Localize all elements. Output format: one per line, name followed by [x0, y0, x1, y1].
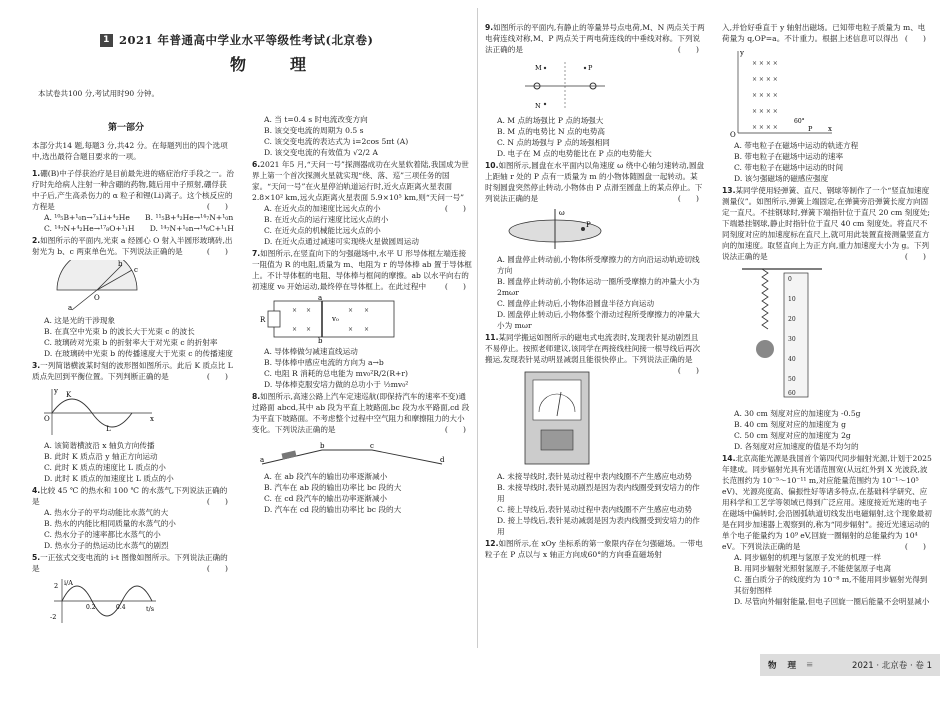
label-m: M: [535, 64, 542, 72]
question-text: 如图所示,在 xOy 坐标系的第一象限内存在匀强磁场。一带电粒子在 P 点以与 x 轴正方向成60°的方向垂直磁场射: [485, 539, 703, 559]
option-a: A. 未接导线时,表针晃动过程中表内线圈不产生感应电动势: [497, 472, 692, 481]
option-c: C. 50 cm 刻度对应的加速度为 2g: [734, 431, 851, 440]
option-c: C. 接上导线后,表针晃动过程中表内线圈不产生感应电动势: [497, 505, 693, 514]
svg-text:× × × ×: × × × ×: [752, 92, 778, 99]
question-stem: [32, 168, 234, 212]
option-a: A. 这是光的干涉现象: [44, 316, 116, 325]
figure-wave: [32, 385, 162, 437]
question-14: [722, 453, 932, 607]
question-number: 10.: [485, 161, 499, 170]
axis-x: x: [150, 415, 154, 423]
label-n: N: [535, 102, 541, 110]
question-stem: [32, 235, 234, 257]
question-stem: [722, 453, 932, 552]
question-number: 2.: [32, 236, 41, 245]
option-b: B. 此时 K 质点沿 y 轴正方向运动: [44, 452, 158, 461]
subject-title: 物 理: [230, 55, 321, 74]
label-k: K: [66, 391, 72, 399]
question-5: [32, 552, 234, 625]
question-text: 2021 年5 月,“天问一号”探测器成功在火星软着陆,我国成为世界上第一个首次探测火星就实现“绕、落、巡”三项任务的国家。“天问一号”在火星停泊轨道运行时,近火点距离火星表面 2.8×10² km,远火点距离火星表面 5.9×10⁵ km,则“天问一号”: [252, 160, 469, 202]
svg-text:×: ×: [364, 307, 370, 314]
option-d: D. 在近火点通过减速可实现绕火星做圆周运动: [264, 237, 419, 246]
figure-current-graph: [32, 577, 162, 625]
figure-u-frame: [252, 295, 402, 343]
question-text: 一列简谐横波某时刻的波形图如图所示。此后 K 质点比 L 质点先回到平衡位置。下列判断正确的是: [32, 361, 233, 381]
column-1: [32, 168, 234, 628]
label-p: P: [808, 125, 813, 133]
label-a: a: [260, 456, 265, 464]
question-text: 如图所示,在竖直向下的匀强磁场中,水平 U 形导体框左端连接一阻值为 R 的电阻,质量为 m、电阻为 r 的导体棒 ab 置于导体框上。不计导体框的电阻、导体棒与框间的摩擦。ab 以水平向右的初速度 v₀ 开始运动,最终停在导体框上。在此过程中: [252, 249, 472, 291]
label-a: a: [68, 304, 73, 312]
option-d: D. 该交变电流的有效值为 √2/2 A: [264, 148, 378, 157]
question-text: 某同学使用轻弹簧、直尺、钢球等制作了一个“竖直加速度测量仪”。如图所示,弹簧上端固定,在弹簧旁沿弹簧长度方向固定一直尺。不挂钢球时,弹簧下端指针位于直尺 20 cm 刻度处;下端悬挂钢球,静止时指针位于直尺 40 cm 刻度处。将直尺不同刻度对应的加速度标在直尺上,就可用此装置直接测量竖直方向的加速度。取竖直向上为正方向,重力加速度大小为 g。下列说法正确的是: [722, 186, 930, 261]
option-d: D. 该匀强磁场的磁感应强度: [734, 174, 829, 183]
tick-2: 2: [54, 582, 59, 590]
option-d: D. 导体棒克服安培力做的总功小于 ½mv₀²: [264, 380, 409, 389]
label-a: a: [318, 295, 323, 302]
label-p: P: [588, 64, 593, 72]
question-number: 3.: [32, 361, 41, 370]
question-8: [252, 391, 472, 515]
axis-y: y: [740, 49, 744, 57]
column-2: [252, 114, 472, 516]
question-12: [485, 538, 705, 560]
question-number: 13.: [722, 186, 736, 195]
question-10: [485, 160, 705, 331]
question-2: [32, 235, 234, 359]
option-d: D. 汽车在 cd 段的输出功率比 bc 段的大: [264, 505, 402, 514]
question-text: 北京高能光源是我国首个第四代同步辐射光源,计划于2025 年建成。同步辐射光具有光谱范围宽(从远红外到 X 光波段,波长范围约为 10⁻⁵～10⁻¹¹ m,对应能量范围约为 10⁻¹～10⁵ eV)、光源亮度高、偏振性好等诸多特点,在基础科学研究、应用科学和工艺学等领域已得到广泛应用。速度接近光速的电子在磁场中偏转时,会沿圆弧轨道切线发出电磁辐射,这个现象最初是在同步加速器上观察到的,称为“同步辐射”。接近光速运动的单个电子能量约为 10⁹ eV,回旋一圈辐射的总能量约为 10⁴ eV。下列说法正确的是: [722, 454, 932, 551]
tick-10: 10: [788, 296, 796, 303]
label-r: R: [260, 316, 266, 324]
option-a: A. 当 t=0.4 s 时电流改变方向: [264, 115, 368, 124]
figure-ammeter: [485, 368, 625, 468]
question-text: 入,并恰好垂直于 y 轴射出磁场。已知带电粒子质量为 m、电荷量为 q,OP=a。不计重力。根据上述信息可以得出: [722, 23, 926, 43]
axis-t: t/s: [146, 605, 155, 613]
svg-text:×: ×: [348, 307, 354, 314]
question-number: 1.: [32, 169, 41, 178]
axis-y: y: [54, 387, 58, 395]
option-c: C. 电阻 R 消耗的总电能为 mv₀²R/2(R+r): [264, 369, 408, 378]
svg-text:×: ×: [306, 307, 312, 314]
question-number: 4.: [32, 486, 41, 495]
question-stem: [252, 391, 472, 435]
label-o: O: [94, 294, 100, 302]
svg-text:× × × ×: × × × ×: [752, 76, 778, 83]
option-b: B. 未接导线时,表针晃动剧烈是因为表内线圈受到安培力的作用: [497, 483, 700, 503]
question-text: 如图所示的平面内,光束 a 经圆心 O 射入半圆形玻璃砖,出射光为 b、c 两束单色光。下列说法正确的是: [32, 236, 233, 256]
option-c: C. 圆盘停止转动后,小物体沿圆盘半径方向运动: [497, 299, 655, 308]
option-b: B. 汽车在 ab 段的输出功率比 bc 段的大: [264, 483, 402, 492]
option-b: B. 用同步辐射光照射氢原子,不能使氢原子电离: [734, 564, 892, 573]
option-d: D. 尽管向外辐射能量,但电子回旋一圈后能量不会明显减小: [734, 597, 930, 606]
question-7: [252, 248, 472, 390]
tick-02: 0.2: [86, 604, 96, 611]
svg-text:×: ×: [292, 326, 298, 333]
answer-blank: ( ): [444, 204, 466, 213]
figure-charges: [485, 58, 625, 112]
question-stem: [252, 248, 472, 292]
exam-title-text: 2021 年普通高中学业水平等级性考试(北京卷): [119, 33, 374, 47]
question-text: 一正弦式交变电流的 i-t 图像如图所示。下列说法正确的是: [32, 553, 228, 573]
answer-blank: ( ): [904, 542, 926, 551]
question-stem: [485, 332, 705, 375]
section-badge: 1: [100, 34, 113, 47]
answer-blank: ( ): [444, 282, 466, 291]
answer-blank: ( ): [206, 497, 228, 506]
option-c: C. 在近火点的机械能比远火点的小: [264, 226, 381, 235]
svg-text:× × × ×: × × × ×: [752, 124, 778, 131]
answer-blank: ( ): [677, 194, 699, 203]
question-text: 如图所示,圆盘在水平面内以角速度 ω 绕中心轴匀速转动,圆盘上距轴 r 处的 P 点有一质量为 m 的小物体随圆盘一起转动。某时刻圆盘突然停止转动,小物体由 P 点滑至圆盘上的某点停止。下列说法正确的是: [485, 161, 705, 203]
answer-blank: ( ): [904, 252, 926, 261]
option-c: C. 蛋白质分子的线度约为 10⁻⁸ m,不能用同步辐射光得到其衍射图样: [734, 575, 928, 595]
option-c: C. 带电粒子在磁场中运动的时间: [734, 163, 844, 172]
axis-x: x: [828, 125, 832, 133]
option-a: A. 圆盘停止转动前,小物体所受摩擦力的方向沿运动轨迹切线方向: [497, 255, 700, 275]
question-stem: [485, 22, 705, 55]
svg-text:× × × ×: × × × ×: [752, 108, 778, 115]
question-number: 9.: [485, 23, 494, 32]
option-a: A. 在近火点的加速度比远火点的小: [264, 204, 381, 213]
question-4: [32, 485, 234, 551]
option-b: B. 在近火点的运行速度比远火点的小: [264, 215, 389, 224]
option-a: A. 在 ab 段汽车的输出功率逐渐减小: [264, 472, 388, 481]
question-stem: [485, 160, 705, 204]
option-d: D. 热水分子的热运动比水蒸气的剧烈: [44, 541, 169, 550]
figure-road: [252, 438, 452, 468]
question-number: 8.: [252, 392, 261, 401]
question-stem: [32, 485, 234, 507]
option-b: B. 40 cm 刻度对应的加速度为 g: [734, 420, 846, 429]
answer-blank: ( ): [206, 202, 228, 211]
answer-blank: ( ): [677, 45, 699, 54]
option-a: A. 热水分子的平均动能比水蒸气的大: [44, 508, 169, 517]
question-text: 比较 45 ℃ 的热水和 100 ℃ 的水蒸气,下列说法正确的是: [32, 486, 228, 506]
origin: O: [44, 415, 50, 423]
option-a: A. M 点的场强比 P 点的场强大: [497, 116, 604, 125]
option-a: A. 该简谐横波沿 x 轴负方向传播: [44, 441, 155, 450]
label-v0: v₀: [332, 315, 339, 323]
question-number: 12.: [485, 539, 499, 548]
svg-text:×: ×: [306, 326, 312, 333]
option-d: D. 圆盘停止转动后,小物体整个滑动过程所受摩擦力的冲量大小为 mωr: [497, 310, 700, 330]
label-angle: 60°: [794, 118, 805, 125]
question-stem: [32, 360, 234, 382]
figure-disc: [485, 207, 625, 251]
question-number: 6.: [252, 160, 261, 169]
tick-04: 0.4: [116, 604, 126, 611]
answer-blank: ( ): [206, 564, 228, 573]
part-intro: 本部分共14 题,每题3 分,共42 分。在每题列出的四个选项中,选出最符合题目要求的一项。: [32, 141, 228, 161]
question-number: 5.: [32, 553, 41, 562]
exam-meta: 本试卷共100 分,考试用时90 分钟。: [38, 89, 160, 98]
question-number: 11.: [485, 333, 499, 342]
label-b: b: [318, 337, 323, 343]
option-b: B. 在真空中光束 b 的波长大于光束 c 的波长: [44, 327, 195, 336]
question-11: [485, 332, 705, 537]
label-d: d: [440, 456, 445, 464]
question-stem: [485, 538, 705, 560]
figure-spring-ruler: [722, 265, 842, 405]
tick-minus2: -2: [50, 613, 57, 621]
question-9: [485, 22, 705, 159]
answer-blank: ( ): [444, 425, 466, 434]
option-d: D. 在玻璃砖中光束 b 的传播速度大于光束 c 的传播速度: [44, 349, 233, 358]
option-a: A. 带电粒子在磁场中运动的轨迹方程: [734, 141, 859, 150]
answer-blank: ( ): [904, 34, 926, 43]
option-b: B. M 点的电势比 N 点的电势高: [497, 127, 606, 136]
option-c: C. 玻璃砖对光束 b 的折射率大于对光束 c 的折射率: [44, 338, 218, 347]
footer-subject: 物 理: [768, 661, 800, 671]
option-b: C. ¹⁴₇N+⁴₂He→¹⁷₈O+¹₁H D. ¹⁴₇N+¹₀n→¹⁴₆C+¹₁H: [44, 224, 234, 233]
label-p: P: [586, 221, 591, 229]
question-number: 14.: [722, 454, 736, 463]
option-c: C. 热水分子的速率都比水蒸气的小: [44, 530, 161, 539]
question-3: [32, 360, 234, 484]
label-c: c: [370, 442, 374, 450]
option-d: D. 各刻度对应加速度的值是不均匀的: [734, 442, 859, 451]
option-a: A. 30 cm 刻度对应的加速度为 -0.5g: [734, 409, 861, 418]
question-stem: [722, 22, 932, 44]
label-omega: ω: [559, 209, 565, 217]
svg-text:×: ×: [364, 326, 370, 333]
question-number: 7.: [252, 249, 261, 258]
exam-title: [100, 32, 470, 48]
option-d: D. 此时 K 质点的加速度比 L 质点的小: [44, 474, 174, 483]
tick-20: 20: [788, 316, 796, 323]
option-b: B. 带电粒子在磁场中运动的速率: [734, 152, 844, 161]
option-a: A. 同步辐射的机理与氢原子发光的机理一样: [734, 553, 881, 562]
question-cont: [252, 114, 472, 158]
option-b: B. 该交变电流的周期为 0.5 s: [264, 126, 364, 135]
question-6: [252, 159, 472, 247]
option-d: D. 电子在 M 点的电势能比在 P 点的电势能大: [497, 149, 652, 158]
page-footer: [760, 654, 940, 676]
origin: O: [730, 131, 736, 137]
tick-40: 40: [788, 356, 796, 363]
svg-text:×: ×: [348, 326, 354, 333]
figure-semicircle-glass: [32, 260, 162, 312]
question-text: 如图所示,高速公路上汽车定速巡航(即保持汽车的速率不变)通过路面 abcd,其中 ab 段为平直上坡路面,bc 段为水平路面,cd 段为平直下坡路面。不考虑整个过程中空气阻力和摩擦阻力的大小变化。下列说法正确的是: [252, 392, 470, 434]
svg-text:× × × ×: × × × ×: [752, 60, 778, 67]
figure-magnetic-field: [722, 47, 842, 137]
answer-blank: ( ): [677, 366, 699, 375]
tick-30: 30: [788, 336, 796, 343]
question-1: [32, 168, 234, 234]
part-heading: 第一部分: [108, 123, 145, 133]
label-l: L: [106, 425, 111, 433]
column-divider: [477, 8, 478, 648]
option-c: C. 此时 K 质点的速度比 L 质点的小: [44, 463, 166, 472]
option-c: C. 在 cd 段汽车的输出功率逐渐减小: [264, 494, 388, 503]
axis-i: i/A: [64, 579, 73, 587]
option-a: A. 导体棒做匀减速直线运动: [264, 347, 358, 356]
option-b: B. 导体棒中感应电流的方向为 a→b: [264, 358, 384, 367]
tick-0: 0: [788, 276, 792, 283]
menu-icon: ≡: [805, 660, 814, 670]
option-c: C. N 点的场强与 P 点的场强相同: [497, 138, 610, 147]
label-c: c: [134, 266, 138, 274]
answer-blank: ( ): [206, 247, 228, 256]
option-d: D. 接上导线后,表针晃动减弱是因为表内线圈受到安培力的作用: [497, 516, 700, 536]
question-text: 硼(B)中子俘获治疗是目前最先进的癌症治疗手段之一。治疗时先给病人注射一种含硼的药物,随后用中子照射,硼俘获中子后,产生高杀伤力的 α 粒子和锂(Li)离子。这个核反应的方程是: [32, 169, 234, 211]
column-3: [485, 22, 705, 561]
svg-text:×: ×: [292, 307, 298, 314]
question-stem: [722, 185, 932, 262]
option-b: B. 圆盘停止转动前,小物体运动一圈所受摩擦力的冲量大小为 2mωr: [497, 277, 700, 297]
label-b: b: [118, 260, 123, 268]
footer-exam: 2021 · 北京卷 · 卷 1: [852, 661, 932, 671]
label-b: b: [320, 442, 325, 450]
answer-blank: ( ): [206, 372, 228, 381]
question-stem: [32, 552, 234, 574]
question-text: 如图所示的平面内,有静止的等量异号点电荷,M、N 两点关于两电荷连线对称,M、P 两点关于两电荷连线的中垂线对称。下列说法正确的是: [485, 23, 705, 54]
tick-60: 60: [788, 390, 796, 397]
option-c: C. 该交变电流的表达式为 i=2cos 5πt (A): [264, 137, 409, 146]
option-a: A. ¹⁰₅B+¹₀n→⁷₃Li+⁴₂He B. ¹¹₅B+⁴₂He→¹⁴₇N+¹₀n: [44, 213, 234, 222]
column-4: [722, 22, 932, 608]
question-cont: [722, 22, 932, 184]
question-13: [722, 185, 932, 452]
tick-50: 50: [788, 376, 796, 383]
option-b: B. 热水的内能比相同质量的水蒸气的小: [44, 519, 176, 528]
question-text: 某同学搬运如图所示的磁电式电流表时,发现表针晃动剧烈且不易停止。按照老师建议,该同学在两接线柱间接一根导线后再次搬运,发现表针晃动明显减弱且能很快停止。下列说法正确的是: [485, 333, 701, 364]
